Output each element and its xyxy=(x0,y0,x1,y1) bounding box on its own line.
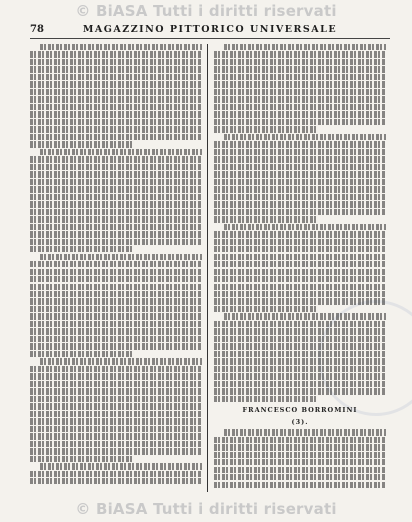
text-line xyxy=(30,141,133,147)
text-line xyxy=(214,388,386,394)
watermark-bottom: © BiASA Tutti i diritti riservati xyxy=(75,500,337,518)
text-line xyxy=(214,336,386,342)
text-line xyxy=(30,111,202,117)
text-line xyxy=(224,134,386,140)
text-line xyxy=(214,381,386,387)
text-line xyxy=(214,396,317,402)
text-line xyxy=(214,141,386,147)
text-line xyxy=(214,119,386,125)
text-line xyxy=(214,373,386,379)
text-line xyxy=(30,51,202,57)
text-line xyxy=(30,351,133,357)
text-line xyxy=(30,171,202,177)
text-line xyxy=(30,126,202,132)
text-line xyxy=(30,224,202,230)
text-line xyxy=(40,358,202,364)
text-line xyxy=(214,358,386,364)
text-line xyxy=(30,284,202,290)
running-title: MAGAZZINO PITTORICO UNIVERSALE xyxy=(82,24,338,35)
text-line xyxy=(40,149,202,155)
text-line xyxy=(30,441,202,447)
text-line xyxy=(30,81,202,87)
text-line xyxy=(214,321,386,327)
text-line xyxy=(40,44,202,50)
text-line xyxy=(214,171,386,177)
text-line xyxy=(214,96,386,102)
text-line xyxy=(30,478,202,484)
text-line xyxy=(214,126,317,132)
text-line xyxy=(30,396,202,402)
text-line xyxy=(214,186,386,192)
text-line xyxy=(214,201,386,207)
text-line xyxy=(224,44,386,50)
text-line xyxy=(30,239,202,245)
text-line xyxy=(214,74,386,80)
text-line xyxy=(30,201,202,207)
text-line xyxy=(30,448,202,454)
text-line xyxy=(30,321,202,327)
left-column xyxy=(30,44,202,492)
text-line xyxy=(30,388,202,394)
text-line xyxy=(214,246,386,252)
text-line xyxy=(30,246,133,252)
text-line xyxy=(214,444,386,450)
text-line xyxy=(214,298,386,304)
text-line xyxy=(30,96,202,102)
text-line xyxy=(30,89,202,95)
text-line xyxy=(214,156,386,162)
text-line xyxy=(214,239,386,245)
section-title: FRANCESCO BORROMINI xyxy=(242,406,358,415)
text-line xyxy=(30,456,133,462)
text-line xyxy=(214,164,386,170)
text-line xyxy=(30,194,202,200)
text-line xyxy=(214,269,386,275)
text-line xyxy=(30,328,202,334)
text-line xyxy=(214,474,386,480)
text-line xyxy=(30,343,202,349)
text-line xyxy=(30,261,202,267)
text-line xyxy=(214,366,386,372)
text-line xyxy=(30,403,202,409)
text-line xyxy=(30,104,202,110)
text-line xyxy=(214,482,386,488)
text-line xyxy=(214,343,386,349)
text-line xyxy=(214,111,386,117)
text-line xyxy=(30,471,202,477)
page-header xyxy=(30,24,390,39)
text-line xyxy=(30,411,202,417)
text-line xyxy=(214,459,386,465)
text-line xyxy=(30,134,202,140)
text-line xyxy=(40,254,202,260)
right-column xyxy=(214,44,386,492)
text-line xyxy=(224,224,386,230)
text-line xyxy=(224,429,386,435)
text-line xyxy=(30,426,202,432)
text-line xyxy=(214,437,386,443)
text-line xyxy=(214,276,386,282)
text-line xyxy=(30,216,202,222)
text-line xyxy=(214,209,386,215)
text-line xyxy=(214,51,386,57)
section-number: (3). xyxy=(291,418,309,427)
text-line xyxy=(30,291,202,297)
text-line xyxy=(214,254,386,260)
text-line xyxy=(214,467,386,473)
text-line xyxy=(30,186,202,192)
text-line xyxy=(30,179,202,185)
text-line xyxy=(214,351,386,357)
text-line xyxy=(214,194,386,200)
text-line xyxy=(214,328,386,334)
text-line xyxy=(30,119,202,125)
text-line xyxy=(30,313,202,319)
text-line xyxy=(30,306,202,312)
text-line xyxy=(214,59,386,65)
text-line xyxy=(30,418,202,424)
text-line xyxy=(214,291,386,297)
text-line xyxy=(214,66,386,72)
text-line xyxy=(30,59,202,65)
text-line xyxy=(30,366,202,372)
text-line xyxy=(40,463,202,469)
text-line xyxy=(30,298,202,304)
text-line xyxy=(30,66,202,72)
text-line xyxy=(214,284,386,290)
text-line xyxy=(30,209,202,215)
text-line xyxy=(214,216,317,222)
column-divider xyxy=(207,44,208,492)
text-line xyxy=(30,164,202,170)
text-line xyxy=(30,74,202,80)
text-line xyxy=(30,269,202,275)
page-number: 78 xyxy=(30,24,44,35)
text-line xyxy=(214,231,386,237)
text-line xyxy=(30,381,202,387)
text-line xyxy=(30,373,202,379)
text-line xyxy=(214,179,386,185)
text-line xyxy=(30,336,202,342)
text-line xyxy=(30,231,202,237)
text-line xyxy=(214,104,386,110)
watermark-top: © BiASA Tutti i diritti riservati xyxy=(75,2,337,20)
text-line xyxy=(214,261,386,267)
text-line xyxy=(30,156,202,162)
text-line xyxy=(224,313,386,319)
text-line xyxy=(214,452,386,458)
text-line xyxy=(30,433,202,439)
text-line xyxy=(30,276,202,282)
text-line xyxy=(214,81,386,87)
text-line xyxy=(214,149,386,155)
text-line xyxy=(214,306,317,312)
text-line xyxy=(214,89,386,95)
